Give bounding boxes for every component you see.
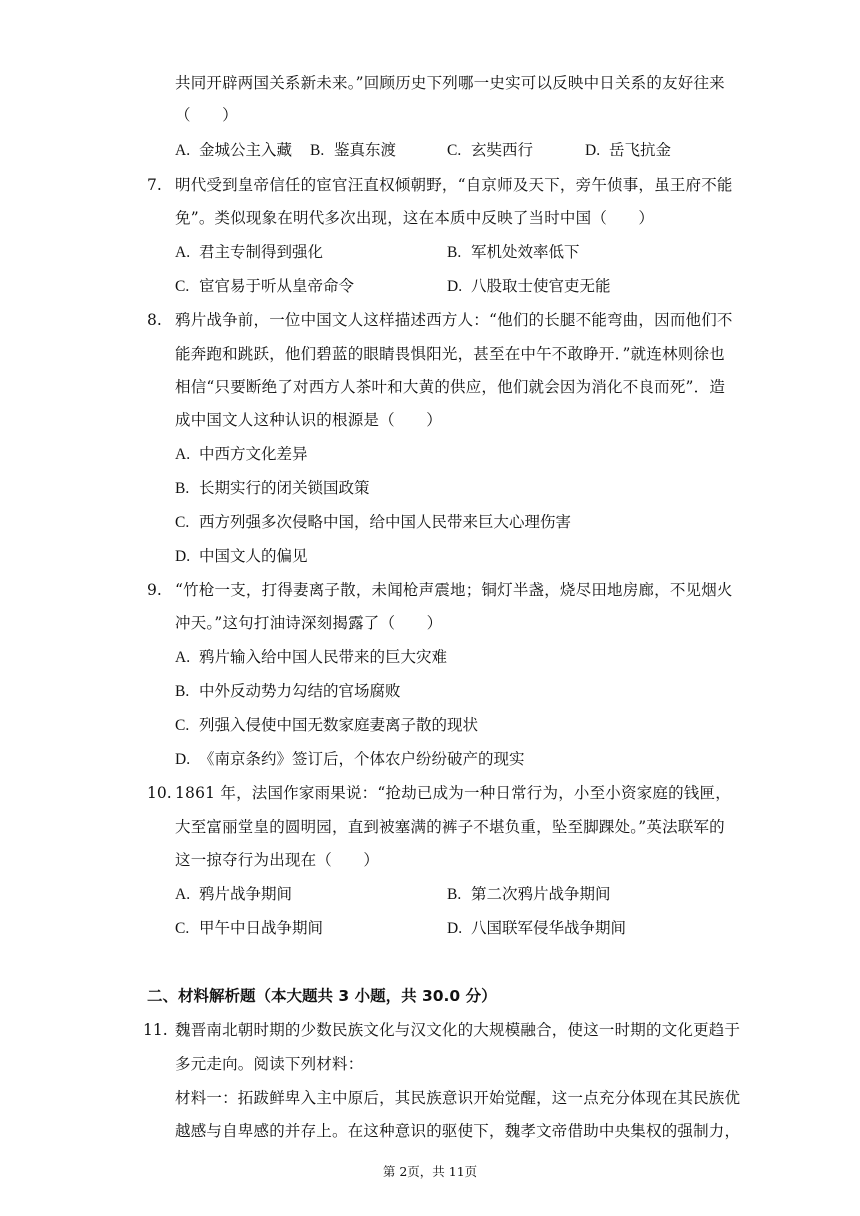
question-10-text-line: 大至富丽堂皇的圆明园，直到被塞满的裤子不堪负重，坠至脚踝处。”英法联军的 bbox=[175, 818, 725, 836]
option-key: C. bbox=[175, 717, 190, 734]
question-6-option-a bbox=[175, 140, 292, 161]
option-text: 中西方文化差异 bbox=[199, 445, 308, 463]
question-7-text-line: 免”。类似现象在明代多次出现，这在本质中反映了当时中国（ ） bbox=[175, 209, 655, 227]
option-key: A. bbox=[175, 142, 191, 159]
question-7-number: 7. bbox=[147, 176, 162, 194]
option-text: 西方列强多次侵略中国，给中国人民带来巨大心理伤害 bbox=[199, 513, 572, 531]
page-footer: 第 2页，共 11页 bbox=[382, 1164, 478, 1179]
option-text: 君主专制得到强化 bbox=[199, 243, 324, 261]
question-6-option-d bbox=[585, 140, 671, 161]
question-10-text-line: 1861 年，法国作家雨果说：“抢劫已成为一种日常行为，小至小资家庭的钱匣， bbox=[175, 784, 731, 802]
option-key: A. bbox=[175, 244, 191, 261]
option-key: B. bbox=[175, 683, 190, 700]
question-9-option-d bbox=[175, 749, 525, 770]
question-10-option-a bbox=[175, 884, 292, 905]
question-7-option-b bbox=[447, 242, 580, 263]
option-text: 鸦片战争期间 bbox=[199, 885, 293, 903]
option-key: A. bbox=[175, 886, 191, 903]
question-11-text-line: 越感与自卑感的并存上。在这种意识的驱使下，魏孝文帝借助中央集权的强制力， bbox=[175, 1122, 741, 1140]
option-key: C. bbox=[175, 278, 190, 295]
question-6-option-c bbox=[447, 140, 533, 161]
option-key: D. bbox=[175, 548, 191, 565]
question-8-text-line: 鸦片战争前，一位中国文人这样描述西方人：“他们的长腿不能弯曲，因而他们不 bbox=[175, 311, 733, 329]
option-key: B. bbox=[310, 142, 325, 159]
option-text: 《南京条约》签订后，个体农户纷纷破产的现实 bbox=[199, 750, 525, 768]
question-8-text-line: 相信“只要断绝了对西方人茶叶和大黄的供应，他们就会因为消化不良而死”．造 bbox=[175, 378, 726, 396]
question-10-number: 10. bbox=[147, 784, 172, 802]
option-key: C. bbox=[175, 920, 190, 937]
question-7-option-c bbox=[175, 276, 354, 297]
question-8-option-b bbox=[175, 478, 370, 499]
question-8-text-line: 能奔跑和跳跃，他们碧蓝的眼睛畏惧阳光，甚至在中午不敢睁开．”就连林则徐也 bbox=[175, 345, 725, 363]
option-text: 岳飞抗金 bbox=[609, 141, 672, 159]
option-text: 列强入侵使中国无数家庭妻离子散的现状 bbox=[199, 716, 479, 734]
option-text: 八股取士使官吏无能 bbox=[471, 277, 611, 295]
question-6-option-b bbox=[310, 140, 396, 161]
option-key: C. bbox=[447, 142, 462, 159]
option-text: 中国文人的偏见 bbox=[199, 547, 308, 565]
question-9-number: 9. bbox=[147, 581, 162, 599]
question-10-text-line: 这一掠夺行为出现在（ ） bbox=[175, 851, 380, 869]
question-9-option-c bbox=[175, 715, 478, 736]
option-key: D. bbox=[447, 920, 463, 937]
option-key: A. bbox=[175, 649, 191, 666]
question-10-option-b bbox=[447, 884, 611, 905]
question-11-text-line: 材料一：拓跋鲜卑入主中原后，其民族意识开始觉醒，这一点充分体现在其民族优 bbox=[175, 1089, 741, 1107]
question-10-option-c bbox=[175, 918, 323, 939]
question-10-option-d bbox=[447, 918, 626, 939]
question-11-text-line: 多元走向。阅读下列材料： bbox=[175, 1055, 364, 1073]
option-text: 甲午中日战争期间 bbox=[199, 919, 324, 937]
option-key: C. bbox=[175, 514, 190, 531]
option-text: 第二次鸦片战争期间 bbox=[471, 885, 611, 903]
question-11-text-line: 魏晋南北朝时期的少数民族文化与汉文化的大规模融合，使这一时期的文化更趋于 bbox=[175, 1021, 741, 1039]
question-8-text-line: 成中国文人这种认识的根源是（ ） bbox=[175, 411, 442, 429]
option-key: B. bbox=[175, 480, 190, 497]
option-text: 八国联军侵华战争期间 bbox=[471, 919, 627, 937]
option-key: B. bbox=[447, 244, 462, 261]
question-9-text-line: 冲天。”这句打油诗深刻揭露了（ ） bbox=[175, 614, 443, 632]
question-6-answer-paren: （ ） bbox=[175, 106, 238, 124]
question-8-number: 8. bbox=[147, 311, 162, 329]
option-text: 军机处效率低下 bbox=[471, 243, 580, 261]
question-7-option-a bbox=[175, 242, 323, 263]
option-text: 金城公主入藏 bbox=[199, 141, 293, 159]
option-key: A. bbox=[175, 446, 191, 463]
option-text: 长期实行的闭关锁国政策 bbox=[199, 479, 370, 497]
question-6-text-line: 共同开辟两国关系新未来。”回顾历史下列哪一史实可以反映中日关系的友好往来 bbox=[175, 74, 725, 92]
option-key: B. bbox=[447, 886, 462, 903]
question-9-text-line: “竹枪一支，打得妻离子散，未闻枪声震地；铜灯半盏，烧尽田地房廊，不见烟火 bbox=[175, 581, 733, 599]
option-key: D. bbox=[175, 751, 191, 768]
option-key: D. bbox=[447, 278, 463, 295]
question-7-option-d bbox=[447, 276, 611, 297]
question-7-text-line: 明代受到皇帝信任的宦官汪直权倾朝野，“自京师及天下，旁午侦事，虽王府不能 bbox=[175, 176, 733, 194]
question-9-option-b bbox=[175, 681, 401, 702]
question-9-option-a bbox=[175, 647, 447, 668]
option-text: 鉴真东渡 bbox=[334, 141, 397, 159]
question-11-number: 11. bbox=[143, 1021, 168, 1039]
option-text: 鸦片输入给中国人民带来的巨大灾难 bbox=[199, 648, 448, 666]
section-heading: 二、材料解析题（本大题共 3 小题，共 30.0 分） bbox=[147, 987, 497, 1005]
question-8-option-c bbox=[175, 512, 571, 533]
question-8-option-a bbox=[175, 444, 308, 465]
option-text: 中外反动势力勾结的官场腐败 bbox=[199, 682, 401, 700]
option-key: D. bbox=[585, 142, 601, 159]
question-8-option-d bbox=[175, 546, 308, 567]
option-text: 玄奘西行 bbox=[471, 141, 534, 159]
option-text: 宦官易于听从皇帝命令 bbox=[199, 277, 355, 295]
